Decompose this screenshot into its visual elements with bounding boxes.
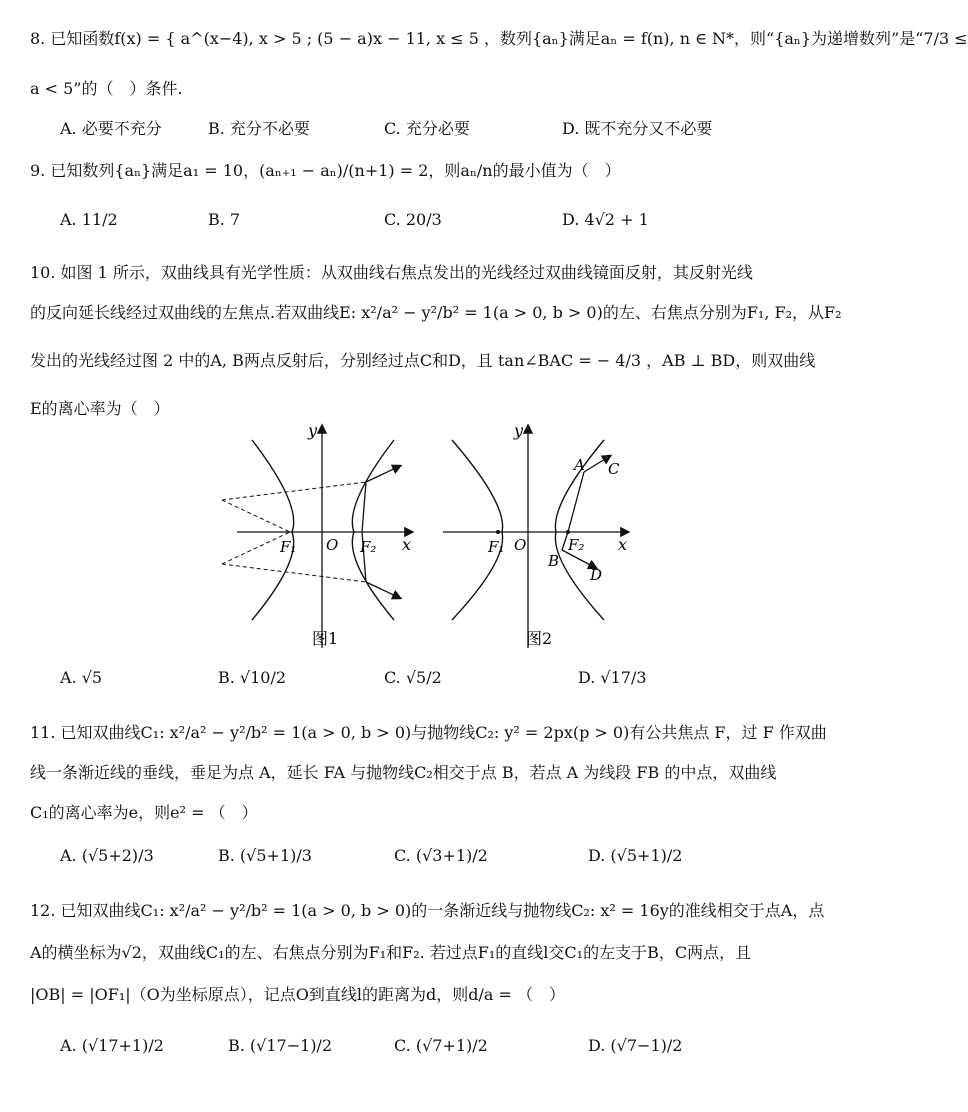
q12-option-b[interactable]: B. (√17−1)/2 bbox=[228, 1036, 333, 1055]
q11-options bbox=[60, 846, 850, 876]
q11-option-a[interactable]: A. (√5+2)/3 bbox=[60, 846, 154, 865]
q10-stem-line3: 发出的光线经过图 2 中的A, B两点反射后，分别经过点C和D，且 tan∠BAC = − 4/3 ，AB ⊥ BD，则双曲线 bbox=[30, 351, 816, 370]
q11-stem-line3: C₁的离心率为e，则e² = （ ） bbox=[30, 803, 258, 822]
q9-option-d[interactable]: D. 4√2 + 1 bbox=[562, 210, 649, 229]
fig2-label-b: B bbox=[548, 552, 560, 570]
q8-option-b[interactable]: B. 充分不必要 bbox=[208, 119, 310, 138]
fig2-label-a: A bbox=[574, 456, 585, 474]
q10-option-d[interactable]: D. √17/3 bbox=[578, 668, 647, 687]
fig1-label-f2: F₂ bbox=[360, 538, 377, 556]
fig2-ray-a-reflect bbox=[584, 456, 610, 472]
q10-option-b[interactable]: B. √10/2 bbox=[218, 668, 287, 687]
fig2-ray-a bbox=[568, 472, 584, 532]
q12-stem-line1: 12. 已知双曲线C₁: x²/a² − y²/b² = 1(a > 0, b > 0)的一条渐近线与抛物线C₂: x² = 16y的准线相交于点A，点 bbox=[30, 901, 825, 920]
q11-option-d[interactable]: D. (√5+1)/2 bbox=[588, 846, 683, 865]
q12-option-d[interactable]: D. (√7−1)/2 bbox=[588, 1036, 683, 1055]
q8-stem-line1: 8. 已知函数f(x) = { a^(x−4), x > 5 ; (5 − a)x − 11, x ≤ 5 ，数列{aₙ}满足aₙ = f(n), n ∈ N*，则“{aₙ}为递增数列”是“7/3 ≤ bbox=[30, 29, 968, 48]
fig1-ray-up bbox=[362, 482, 366, 532]
q12-option-a[interactable]: A. (√17+1)/2 bbox=[60, 1036, 164, 1055]
fig1-dashed-upper bbox=[222, 482, 366, 500]
q10-option-c[interactable]: C. √5/2 bbox=[384, 668, 442, 687]
fig1-dashed-upper-ext bbox=[222, 500, 290, 532]
fig2-caption: 图2 bbox=[526, 629, 553, 648]
fig1-caption: 图1 bbox=[312, 629, 339, 648]
q9-stem-line1: 9. 已知数列{aₙ}满足a₁ = 10，(aₙ₊₁ − aₙ)/(n+1) = 2，则aₙ/n的最小值为（ ） bbox=[30, 161, 621, 180]
q9-option-a[interactable]: A. 11/2 bbox=[60, 210, 118, 229]
fig2-label-x: x bbox=[618, 535, 628, 554]
q8-option-c[interactable]: C. 充分必要 bbox=[384, 119, 470, 138]
fig2-label-f1: F₁ bbox=[488, 538, 505, 556]
q10-options bbox=[60, 668, 850, 698]
q11-option-b[interactable]: B. (√5+1)/3 bbox=[218, 846, 312, 865]
fig1-label-o: O bbox=[326, 536, 339, 554]
figure-1 bbox=[222, 420, 422, 655]
fig2-left-branch bbox=[452, 440, 503, 620]
q11-stem-line2: 线一条渐近线的垂线，垂足为点 A，延长 FA 与抛物线C₂相交于点 B，若点 A 为线段 FB 的中点，双曲线 bbox=[30, 763, 777, 782]
q9-option-b[interactable]: B. 7 bbox=[208, 210, 241, 229]
fig2-label-f2: F₂ bbox=[568, 536, 585, 554]
fig2-label-o: O bbox=[514, 536, 527, 554]
q10-option-a[interactable]: A. √5 bbox=[60, 668, 103, 687]
q12-stem-line2: A的横坐标为√2，双曲线C₁的左、右焦点分别为F₁和F₂. 若过点F₁的直线l交C₁的左支于B，C两点，且 bbox=[30, 943, 752, 962]
fig1-dashed-lower bbox=[222, 564, 366, 582]
q10-stem-line4: E的离心率为（ ） bbox=[30, 399, 170, 418]
fig1-right-branch bbox=[352, 440, 394, 620]
q9-option-c[interactable]: C. 20/3 bbox=[384, 210, 442, 229]
q11-stem-line1: 11. 已知双曲线C₁: x²/a² − y²/b² = 1(a > 0, b > 0)与抛物线C₂: y² = 2px(p > 0)有公共焦点 F，过 F 作双曲 bbox=[30, 723, 827, 742]
q9-options bbox=[60, 210, 850, 240]
figure-2 bbox=[438, 420, 638, 655]
q10-stem-line2: 的反向延长线经过双曲线的左焦点.若双曲线E: x²/a² − y²/b² = 1(a > 0, b > 0)的左、右焦点分别为F₁, F₂，从F₂ bbox=[30, 303, 842, 322]
q8-options bbox=[60, 116, 850, 146]
q12-options bbox=[60, 1036, 850, 1066]
q10-stem-line1: 10. 如图 1 所示，双曲线具有光学性质：从双曲线右焦点发出的光线经过双曲线镜面反射，其反射光线 bbox=[30, 263, 753, 282]
fig1-label-y: y bbox=[308, 421, 318, 440]
fig2-f1-point bbox=[496, 530, 500, 534]
fig1-left-branch bbox=[252, 440, 297, 620]
q12-stem-line3: |OB| = |OF₁|（O为坐标原点），记点O到直线l的距离为d，则d/a = （ ） bbox=[30, 985, 565, 1004]
fig2-label-d: D bbox=[590, 566, 603, 584]
fig2-label-c: C bbox=[608, 460, 620, 478]
fig1-label-x: x bbox=[402, 535, 412, 554]
fig2-label-y: y bbox=[514, 421, 524, 440]
q11-option-c[interactable]: C. (√3+1)/2 bbox=[394, 846, 488, 865]
q12-option-c[interactable]: C. (√7+1)/2 bbox=[394, 1036, 488, 1055]
q8-stem-line2: a < 5”的（ ）条件. bbox=[30, 79, 183, 98]
q8-option-d[interactable]: D. 既不充分又不必要 bbox=[562, 119, 713, 138]
q8-option-a[interactable]: A. 必要不充分 bbox=[60, 119, 162, 138]
fig1-label-f1: F₁ bbox=[280, 538, 297, 556]
